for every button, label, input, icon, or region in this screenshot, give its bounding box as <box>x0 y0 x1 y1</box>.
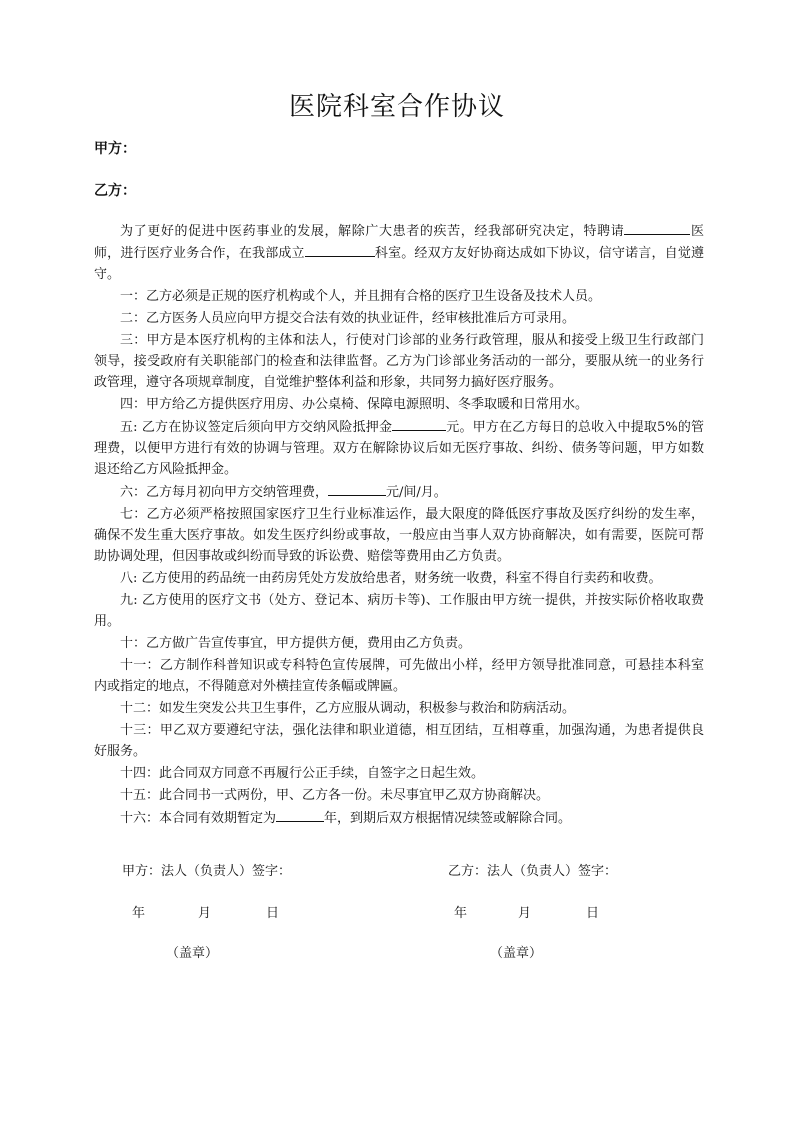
month-label: 月 <box>518 906 532 921</box>
party-a-signature-label: 甲方：法人（负责人）签字： <box>122 864 292 879</box>
day-label: 日 <box>266 906 280 921</box>
clause-15: 十五：此合同书一式两份，甲、乙方各一份。未尽事宜甲乙双方协商解决。 <box>120 788 550 803</box>
clause-6: 六：乙方每月初向甲方交纳管理费， 元/间/月。 <box>94 481 704 503</box>
clause-14: 十四：此合同双方同意不再履行公正手续，自签字之日起生效。 <box>120 766 485 781</box>
clause-12: 十二：如发生突发公共卫生事件，乙方应服从调动，积极参与救治和防病活动。 <box>120 701 576 716</box>
department-name-blank <box>305 242 375 257</box>
clause-9: 九: 乙方使用的医疗文书（处方、登记本、病历卡等)、工作服由甲方统一提供，并按实际价格收取费用。 <box>94 593 704 629</box>
party-b-seal: （盖章） <box>490 946 543 961</box>
clause-8: 八: 乙方使用的药品统一由药房凭处方发放给患者，财务统一收费，科室不得自行卖药和收费。 <box>120 571 662 586</box>
clause-13: 十三：甲乙双方要遵纪守法，强化法律和职业道德，相互团结，互相尊重，加强沟通，为患者提供良好服务。 <box>94 723 704 759</box>
party-a-label: 甲方： <box>94 141 136 157</box>
doctor-name-blank <box>624 220 690 235</box>
clause-5: 五: 乙方在协议签定后须向甲方交纳风险抵押金 元。甲方在乙方每日的总收入中提取5%的管理费，以便甲方进行有效的协调与管理。双方在解除协议后如无医疗事故、纠纷、债务等问题，甲方如数退还给乙方风险抵押金。 <box>94 416 704 480</box>
deposit-amount-blank <box>392 416 446 431</box>
intro-paragraph: 为了更好的促进中医药事业的发展，解除广大患者的疾苦，经我部研究决定，特聘请 医师，进行医疗业务合作，在我部成立 科室。经双方友好协商达成如下协议，信守诺言，自觉遵守。 <box>94 220 704 285</box>
clause-11: 十一：乙方制作科普知识或专科特色宣传展牌，可先做出小样，经甲方领导批准同意，可悬挂本科室内或指定的地点，不得随意对外横挂宣传条幅或牌匾。 <box>94 658 704 694</box>
party-a-date <box>132 902 279 921</box>
management-fee-blank <box>328 481 386 496</box>
clause-10: 十：乙方做广告宣传事宜，甲方提供方便，费用由乙方负责。 <box>120 636 472 651</box>
clause-7: 七：乙方必须严格按照国家医疗卫生行业标准运作，最大限度的降低医疗事故及医疗纠纷的发生率，确保不发生重大医疗事故。如发生医疗纠纷或事故，一般应由当事人双方协商解决，如有需要，医院可帮助协调处理，但因事故或纠纷而导致的诉讼费、赔偿等费用由乙方负责。 <box>94 507 704 564</box>
party-b-signature-label: 乙方：法人（负责人）签字： <box>448 864 618 879</box>
page-title: 医院科室合作协议 <box>288 92 505 122</box>
clause-16: 十六：本合同有效期暂定为 年，到期后双方根据情况续签或解除合同。 <box>94 807 704 829</box>
year-label: 年 <box>454 906 468 921</box>
year-label: 年 <box>132 906 146 921</box>
agreement-body <box>94 220 704 829</box>
clause-2: 二：乙方医务人员应向甲方提交合法有效的执业证件，经审核批准后方可录用。 <box>120 311 576 326</box>
term-years-blank <box>276 807 324 822</box>
month-label: 月 <box>198 906 212 921</box>
clause-4: 四：甲方给乙方提供医疗用房、办公桌椅、保障电源照明、冬季取暖和日常用水。 <box>120 397 589 412</box>
day-label: 日 <box>586 906 600 921</box>
clause-1: 一：乙方必须是正规的医疗机构或个人，并且拥有合格的医疗卫生设备及技术人员。 <box>120 289 602 304</box>
party-b-label: 乙方： <box>94 183 136 199</box>
party-b-date <box>454 902 599 921</box>
clause-3: 三：甲方是本医疗机构的主体和法人，行使对门诊部的业务行政管理，服从和接受上级卫生行政部门领导，接受政府有关职能部门的检查和法律监督。乙方为门诊部业务活动的一部分，要服从统一的业务行政管理，遵守各项规章制度，自觉维护整体利益和形象，共同努力搞好医疗服务。 <box>94 333 704 390</box>
party-a-seal: （盖章） <box>166 946 219 961</box>
